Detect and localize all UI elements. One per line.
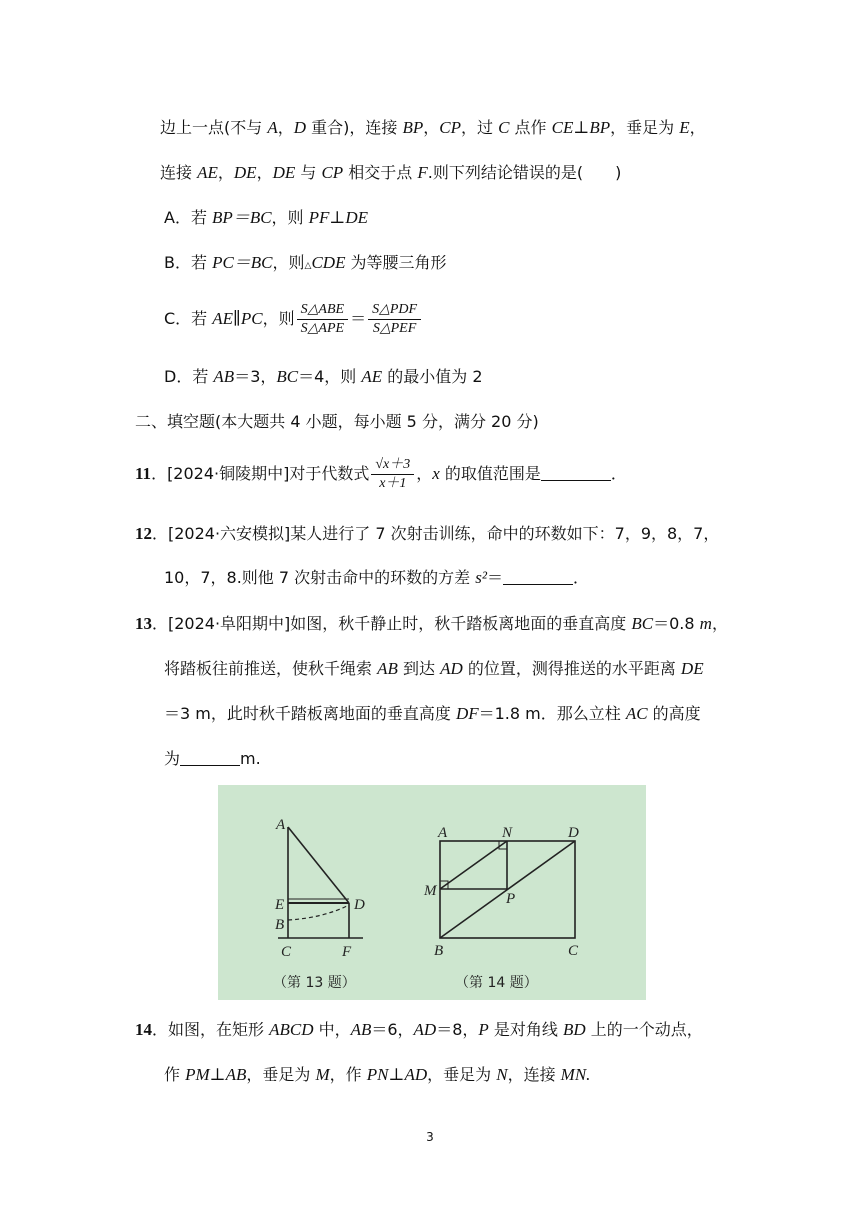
page-number: 3 (426, 1130, 434, 1144)
q10-option-b: B．若 PC＝BC，则△CDE 为等腰三角形 (164, 253, 447, 272)
question-13-line-3: ＝3 m，此时秋千踏板离地面的垂直高度 DF＝1.8 m．那么立柱 AC 的高度 (164, 704, 701, 723)
q10-option-c: C．若 AE∥PC，则 $\frac{\text{S△ABE}}{\text{S△APE}}$ ＝ $\frac{\text{S△PDF}}{\text{S△PEF}}$ (164, 296, 423, 342)
fig13-label-b: B (275, 917, 285, 933)
fig14-label-n: N (502, 825, 513, 841)
question-13-line-1: 13．[2024·阜阳期中]如图，秋千静止时，秋千踏板离地面的垂直高度 BC＝0.8 m， (135, 614, 728, 633)
figure-panel (218, 785, 646, 1000)
fig13-caption: （第 13 题） (273, 975, 356, 991)
question-12-line-1: 12．[2024·六安模拟]某人进行了 7 次射击训练，命中的环数如下：7，9，8，7， (135, 524, 720, 543)
fraction-sqrt-x: $\frac{√x+3}{x+1}$ (371, 456, 414, 493)
q10-line-2: 连接 AE，DE，DE 与 CP 相交于点 F.则下列结论错误的是( ) (160, 163, 622, 182)
fig14-label-a: A (438, 825, 448, 841)
fig14-mn (440, 841, 507, 889)
section-heading: 二、填空题(本大题共 4 小题，每小题 5 分，满分 20 分) (135, 412, 539, 431)
fig14-label-d: D (568, 825, 579, 841)
figures-svg (218, 785, 646, 1000)
fig13-label-a: A (276, 817, 286, 833)
question-14-line-2: 作 PM⊥AB，垂足为 M，作 PN⊥AD，垂足为 N，连接 MN. (164, 1065, 591, 1084)
answer-blank-11[interactable] (541, 464, 611, 481)
q10-option-a: A．若 BP＝BC，则 PF⊥DE (164, 208, 369, 227)
fig14-label-c: C (568, 943, 579, 959)
fig14-label-p: P (506, 891, 516, 907)
fig13-label-f: F (342, 944, 352, 960)
question-11: 11．[2024·铜陵期中]对于代数式 $\frac{√x+3}{x+1}$ ，x 的取值范围是 ． (135, 457, 627, 491)
question-13-line-2: 将踏板往前推送，使秋千绳索 AB 到达 AD 的位置，测得推送的水平距离 DE (164, 659, 704, 678)
fig14-label-b: B (434, 943, 444, 959)
fig13-rope-ad (288, 827, 349, 903)
answer-blank-13[interactable] (180, 749, 240, 766)
fig14-caption: （第 14 题） (455, 975, 538, 991)
question-12-line-2: 10，7，8.则他 7 次射击命中的环数的方差 s²＝ ． (164, 568, 589, 587)
fig13-label-d: D (354, 897, 365, 913)
question-13-line-4: 为 m. (164, 749, 261, 768)
fig13-arc (288, 905, 349, 920)
answer-blank-12[interactable] (503, 568, 573, 585)
question-14-line-1: 14．如图，在矩形 ABCD 中，AB＝6，AD＝8，P 是对角线 BD 上的一个动点， (135, 1020, 703, 1039)
fig14-label-m: M (424, 883, 437, 899)
q10-line-1: 边上一点(不与 A，D 重合)，连接 BP，CP，过 C 点作 CE⊥BP，垂足为 E， (160, 118, 706, 137)
q10-option-d: D．若 AB＝3，BC＝4，则 AE 的最小值为 2 (164, 367, 483, 386)
fraction-abe-ape: $\frac{\text{S△ABE}}{\text{S△APE}}$ (297, 301, 348, 338)
fraction-pdf-pef: $\frac{\text{S△PDF}}{\text{S△PEF}}$ (368, 301, 421, 338)
fig13-label-c: C (281, 944, 292, 960)
fig13-label-e: E (275, 897, 285, 913)
